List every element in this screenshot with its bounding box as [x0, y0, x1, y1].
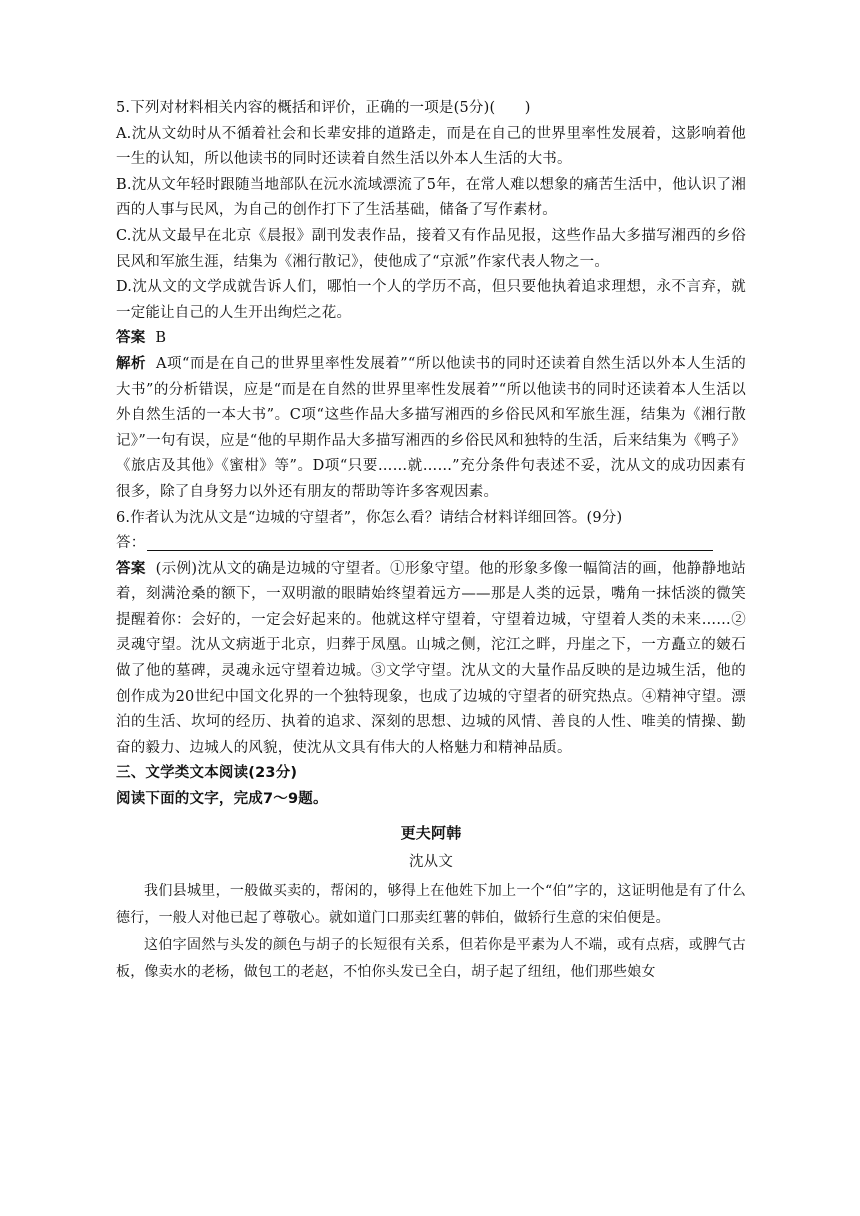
- analysis-text: A项“而是在自己的世界里率性发展着”“所以他读书的同时还读着自然生活以外本人生活的大书”的分析错误，应是“而是在自然的世界里率性发展着”“所以他读书的同时还读着本人生活以外自然生活的一本大书”。C项“这些作品大多描写湘西的乡俗民风和军旅生涯，结集为《湘行散记》”一句有误，应是“他的早期作品大多描写湘西的乡俗民风和独特的生活，后来结集为《鸭子》《旅店及其他》《蜜柑》等”。D项“只要……就……”充分条件句表述不妥，沈从文的成功因素有很多，除了自身努力以外还有朋友的帮助等许多客观因素。: [116, 355, 746, 500]
- blank-line[interactable]: [147, 536, 713, 551]
- answer-label: 答案: [116, 330, 146, 347]
- q5-answer: [116, 326, 746, 352]
- story-author: 沈从文: [408, 854, 454, 871]
- answer-value: B: [155, 330, 167, 347]
- answer-prompt: 答：: [116, 535, 146, 552]
- q5-option-b: B.沈从文年轻时跟随当地部队在沅水流域漂流了5年，在常人难以想象的痛苦生活中，他认识了湘西的人事与民风，为自己的创作打下了生活基础，储备了写作素材。: [116, 176, 746, 219]
- story-paragraph: 我们县城里，一般做买卖的，帮闲的，够得上在他姓下加上一个“伯”字的，这证明他是有了什么德行，一般人对他已起了尊敬心。就如道门口那卖红薯的韩伯，做轿行生意的宋伯便是。: [116, 882, 746, 926]
- q6-stem: 6.作者认为沈从文是“边城的守望者”，你怎么看？请结合材料详细回答。(9分): [116, 509, 623, 526]
- q5-option-a: A.沈从文幼时从不循着社会和长辈安排的道路走，而是在自己的世界里率性发展着，这影响着他一生的认知，所以他读书的同时还读着自然生活以外本人生活的大书。: [116, 125, 746, 168]
- answer-label: 答案: [116, 560, 146, 577]
- q5-option-c: C.沈从文最早在北京《晨报》副刊发表作品，接着又有作品见报，这些作品大多描写湘西的乡俗民风和军旅生涯，结集为《湘行散记》，使他成了“京派”作家代表人物之一。: [116, 227, 746, 270]
- q6-answer-line: [116, 531, 746, 557]
- q6-answer: [116, 557, 746, 762]
- answer-text: (示例)沈从文的确是边城的守望者。①形象守望。他的形象多像一幅简洁的画，他静静地站着，刻满沧桑的额下，一双明澈的眼睛始终望着远方——那是人类的远景，嘴角一抹恬淡的微笑提醒着你：会好的，一定会好起来的。他就这样守望着，守望着边城，守望着人类的未来……②灵魂守望。沈从文病逝于北京，归葬于凤凰。山城之侧，沱江之畔，丹崖之下，一方矗立的皴石做了他的墓碑，灵魂永远守望着边城。③文学守望。沈从文的大量作品反映的是边城生活，他的创作成为20世纪中国文化界的一个独特现象，也成了边城的守望者的研究热点。④精神守望。漂泊的生活、坎坷的经历、执着的追求、深刻的思想、边城的风情、善良的人性、唯美的情操、勤奋的毅力、边城人的风貌，使沈从文具有伟大的人格魅力和精神品质。: [116, 560, 746, 756]
- analysis-label: 解析: [116, 355, 147, 372]
- section-heading: 三、文学类文本阅读(23分): [116, 765, 298, 782]
- story-paragraph: 这伯字固然与头发的颜色与胡子的长短很有关系，但若你是平素为人不端，或有点痞，或脾气古板，像卖水的老杨，做包工的老赵，不怕你头发已全白，胡子起了纽纽，他们那些娘女: [116, 936, 746, 980]
- story-title: 更夫阿韩: [400, 823, 462, 842]
- q5-analysis: [116, 352, 746, 506]
- section-instruction: 阅读下面的文字，完成7～9题。: [116, 791, 328, 808]
- q5-option-d: D.沈从文的文学成就告诉人们，哪怕一个人的学历不高，但只要他执着追求理想，永不言弃，就一定能让自己的人生开出绚烂之花。: [116, 279, 746, 321]
- document-page: [116, 96, 746, 986]
- q5-stem: 5.下列对材料相关内容的概括和评价，正确的一项是(5分)( ): [116, 100, 531, 116]
